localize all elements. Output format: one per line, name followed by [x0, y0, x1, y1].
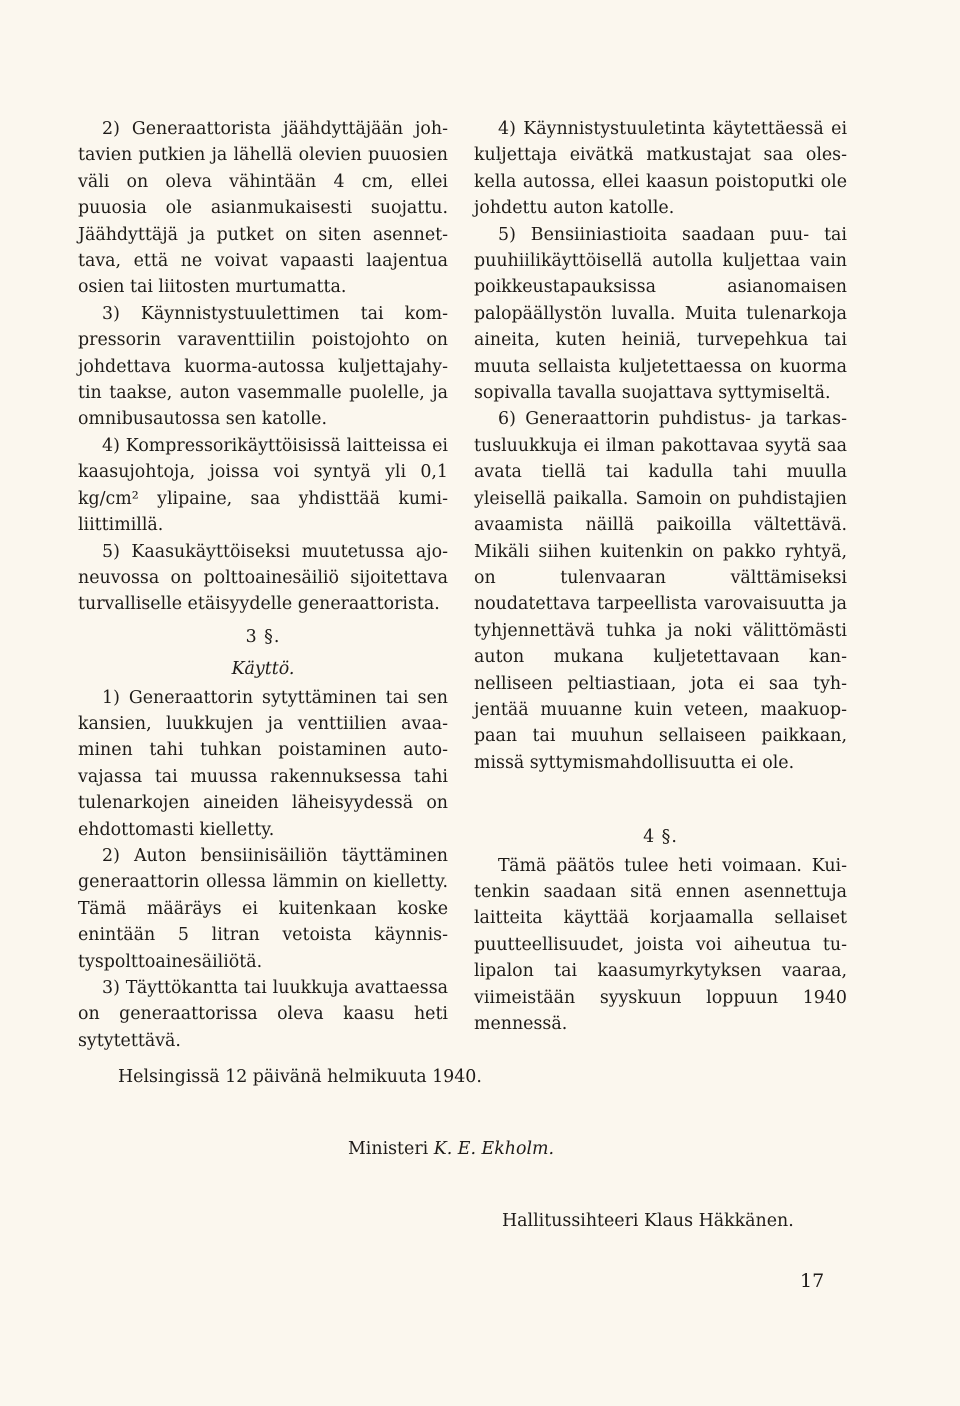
place-date: Helsingissä 12 päivänä helmikuuta 1940.	[118, 1067, 482, 1087]
paragraph: 3) Täyttökantta tai luukkuja avattaessa on generaattorissa oleva kaasu heti sytytettävä.	[78, 978, 448, 1051]
paragraph: 2) Auton bensiinisäiliön täyttäminen generaattorin ollessa lämmin on kielletty. Tämä määräys ei kuitenkaan koske enintään 5 litran vetoista käynnistyspolttoainesäiliötä.	[78, 845, 448, 972]
section-heading: 4 §.	[643, 827, 678, 848]
minister-title: Ministeri	[348, 1139, 429, 1159]
left-column	[78, 116, 448, 1054]
secretary-signature: Hallitussihteeri Klaus Häkkänen.	[502, 1211, 794, 1231]
section-title: Käyttö.	[231, 659, 295, 680]
paragraph: 5) Bensiiniastioita saadaan puu- tai puuhiilikäyttöisellä autolla kuljettaa vain poikkeustapauksissa asianomaisen palopäällystön luvalla. Muita tulenarkoja aineita, kuten heiniä, turvepehkua tai muuta sellaista kuljetettaessa on kuorma sopivalla tavalla suojattava syttymiseltä.	[474, 224, 847, 404]
right-column	[474, 116, 847, 1037]
paragraph: 1) Generaattorin sytyttäminen tai sen kansien, luukkujen ja venttiilien avaaminen tahi tuhkan poistaminen autovajassa tai muussa rakennuksessa tahi tulenarkojen aineiden läheisyydessä on ehdottomasti kielletty.	[78, 687, 448, 840]
paragraph: 4) Käynnistystuuletinta käytettäessä ei kuljettaja eivätkä matkustajat saa oleskella autossa, ellei kaasun poistoputki ole johdettu auton katolle.	[474, 119, 847, 219]
section-heading: 3 §.	[245, 626, 281, 647]
paragraph: 5) Kaasukäyttöiseksi muutetussa ajoneuvossa on polttoainesäiliö sijoitettava turvalliselle etäisyydelle generaattorista.	[78, 541, 448, 615]
minister-name: K. E. Ekholm.	[433, 1139, 555, 1159]
minister-signature	[348, 1136, 554, 1162]
paragraph: 3) Käynnistystuulettimen tai kompressorin varaventtiilin poistojohto on johdettava kuorma-autossa kuljettajahytin taakse, auton vasemmalle puolelle, ja omnibusautossa sen katolle.	[78, 303, 448, 430]
paragraph: 2) Generaattorista jäähdyttäjään johtavien putkien ja lähellä olevien puuosien väli on oleva vähintään 4 cm, ellei puuosia ole asianmukaisesti suojattu. Jäähdyttäjä ja putket on siten asennettava, että ne voivat vapaasti laajentua osien tai liitosten murtumatta.	[78, 119, 448, 298]
paragraph: 4) Kompressorikäyttöisissä laitteissa ei kaasujohtoja, joissa voi syntyä yli 0,1 kg/cm² ylipaine, saa yhdisttää kumiliittimillä.	[78, 435, 448, 536]
paragraph: 6) Generaattorin puhdistus- ja tarkastusluukkuja ei ilman pakottavaa syytä saa avata tiellä tai kadulla tahi muulla yleisellä paikalla. Samoin on puhdistajien avaamista näillä paikoilla vältettävä. Mikäli siihen kuitenkin on pakko ryhtyä, on tulenvaaran välttämiseksi noudatettava tarpeellista varovaisuutta ja tyhjennettävä tuhka ja noki välittömästi auton mukana kuljetettavaan kannelliseen peltiastiaan, jota ei saa tyhjentää muuanne kuin veteen, maakuoppaan tai muuhun sellaiseen paikkaan, missä syttymismahdollisuutta ei ole.	[474, 409, 847, 773]
page-number: 17	[800, 1270, 825, 1292]
paragraph: Tämä päätös tulee heti voimaan. Kuitenkin saadaan sitä ennen asennettuja laitteita käyttää korjaamalla sellaiset puutteellisuudet, joista voi aiheutua tulipalon tai kaasumyrkytyksen vaaraa, viimeistään syyskuun loppuun 1940 mennessä.	[474, 855, 847, 1034]
